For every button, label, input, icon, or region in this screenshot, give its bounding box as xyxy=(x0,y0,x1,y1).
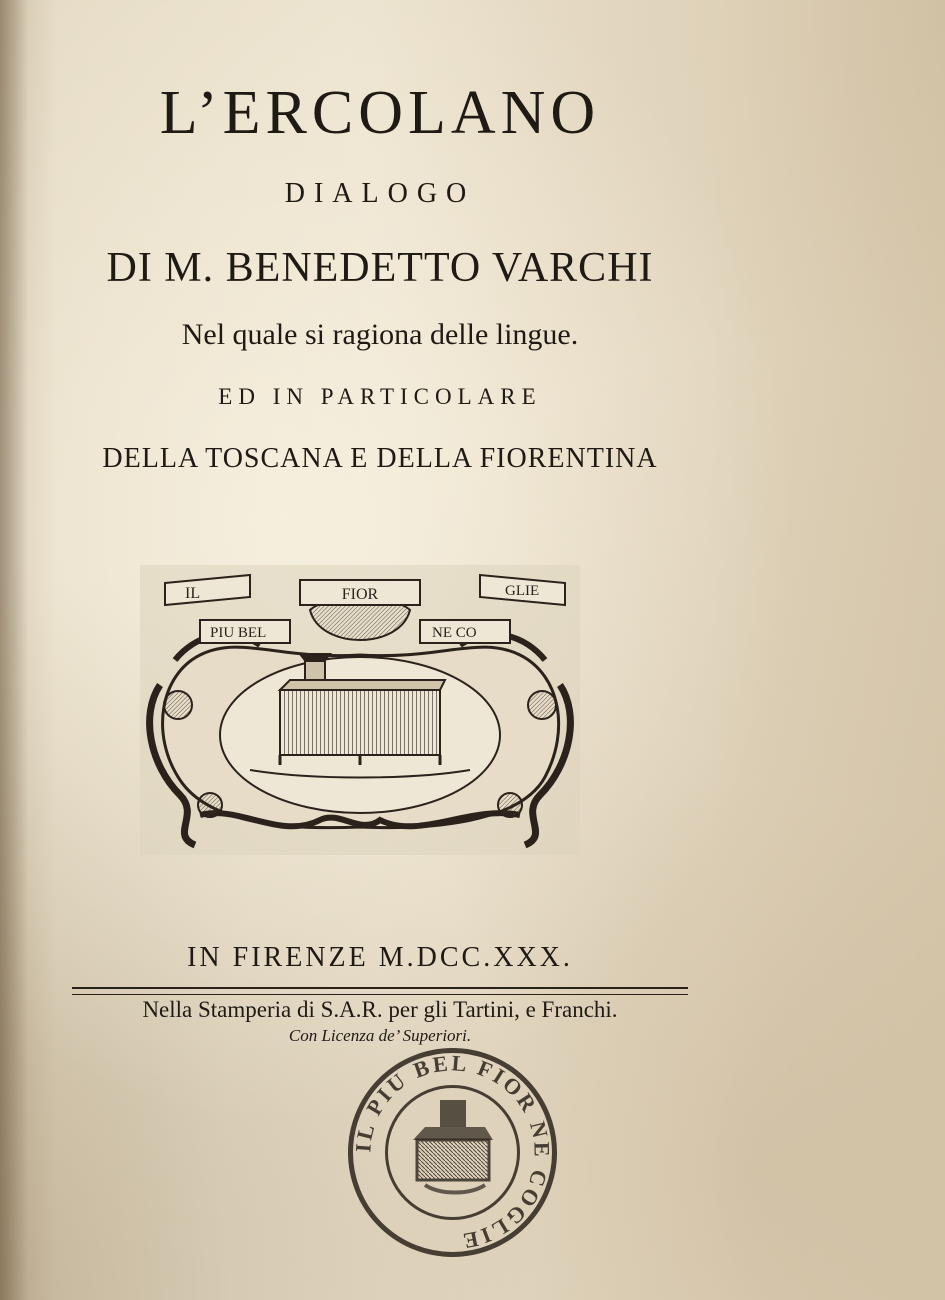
motto-lower-right: NE CO xyxy=(432,625,477,641)
imprint-printer: Nella Stamperia di S.A.R. per gli Tartini, e Franchi. xyxy=(142,997,618,1022)
motto-center: FIOR xyxy=(341,586,379,603)
book-description: Nel quale si ragiona delle lingue. xyxy=(181,318,579,351)
motto-right: GLIE xyxy=(505,583,540,599)
book-description-2: ED IN PARTICOLARE xyxy=(218,384,542,409)
motto-lower-left: PIU BEL xyxy=(210,625,267,641)
book-subtitle: DIALOGO xyxy=(284,178,476,209)
book-title: L’ERCOLANO xyxy=(159,79,601,147)
book-description-3: DELLA TOSCANA E DELLA FIORENTINA xyxy=(102,443,658,474)
library-stamp xyxy=(345,1045,560,1260)
imprint-license: Con Licenza de’ Superiori. xyxy=(288,1026,472,1045)
stamp-inscription: IL PIU BEL FIOR NE COGLIE xyxy=(350,1050,555,1255)
printers-device-engraving xyxy=(140,565,580,855)
motto-left: IL xyxy=(185,585,201,602)
book-author: DI M. BENEDETTO VARCHI xyxy=(106,245,654,291)
imprint-rule xyxy=(72,987,688,995)
imprint-place-date: IN FIRENZE M.DCC.XXX. xyxy=(187,942,573,973)
